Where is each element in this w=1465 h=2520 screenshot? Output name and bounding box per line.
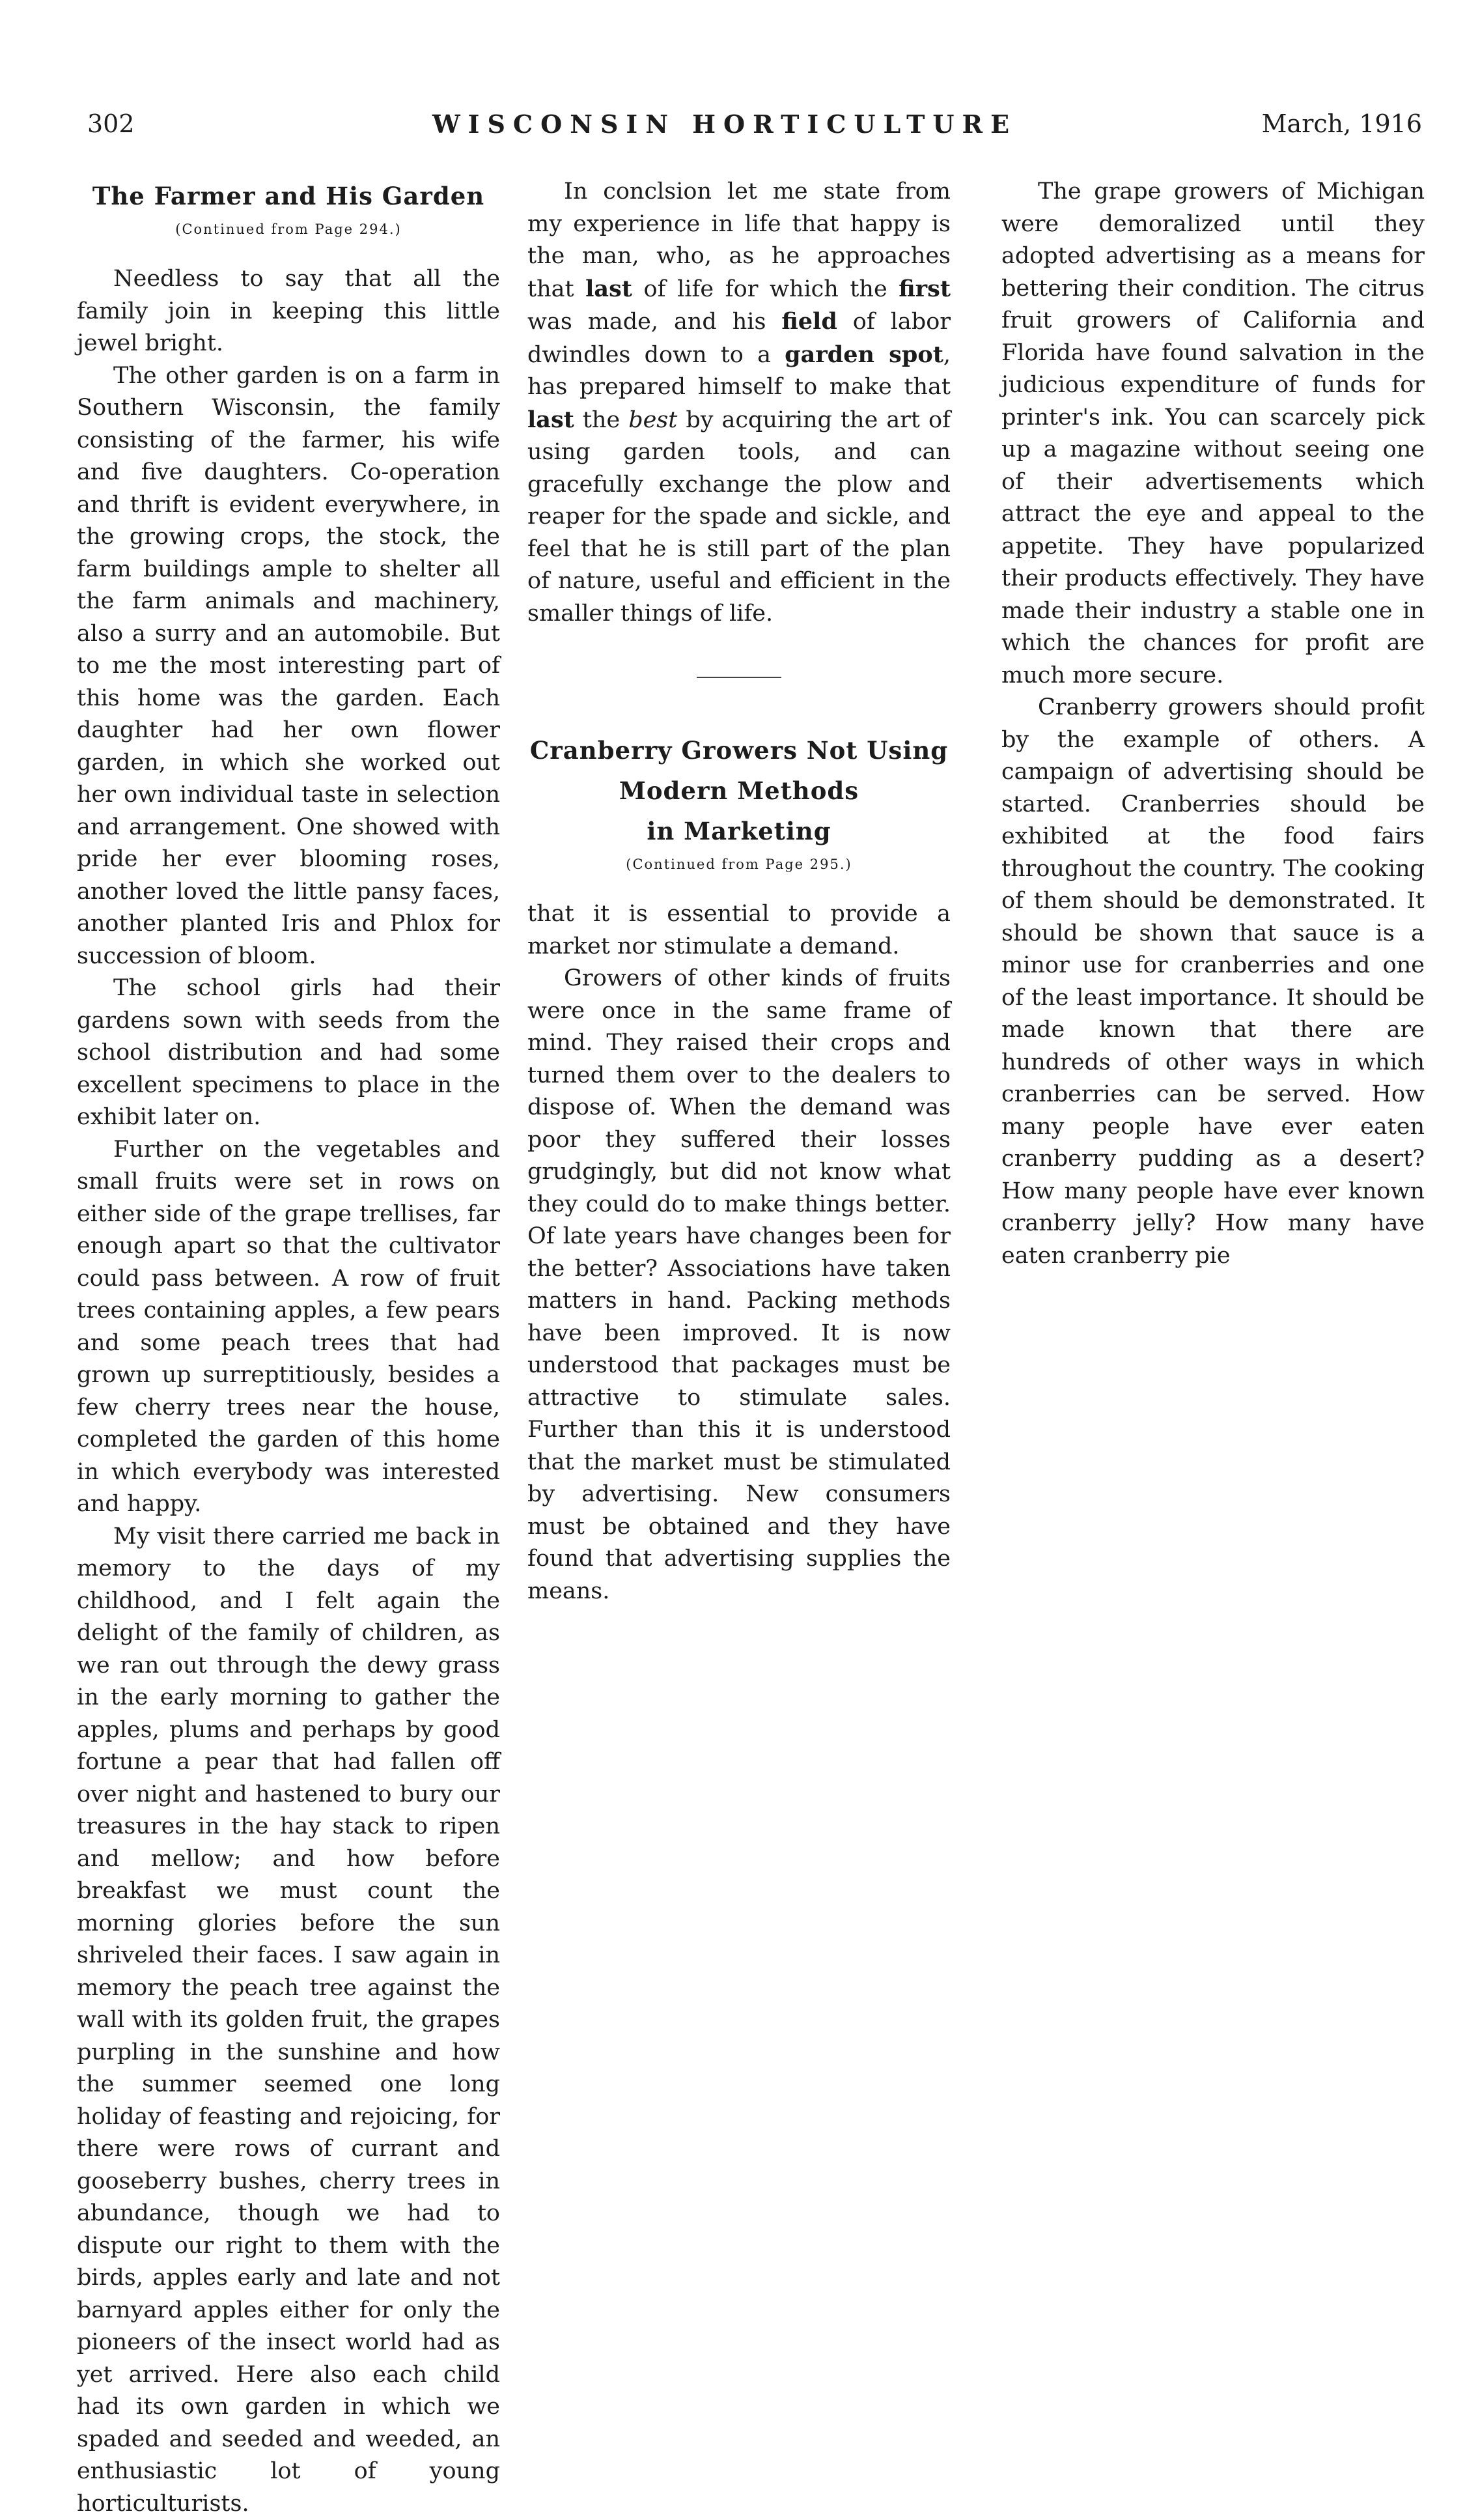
section-divider <box>697 677 781 678</box>
closing-paragraph: In conclsion let me state from my experience in life that happy is the man, who, as he approaches that last of life for which the first was made, and his field of labor dwindles down to a garden spot, has prepared himself to make that last the best by acquiring the art of using garden tools, and can gracefully exchange the plow and reaper for the spade and sickle, and feel that he is still part of the plan of nature, useful and efficient in the smaller things of life. <box>527 176 951 630</box>
article-title: The Farmer and His Garden <box>77 176 500 216</box>
continued-note: (Continued from Page 295.) <box>527 851 951 877</box>
article-paragraph: Needless to say that all the family join in keeping this little jewel bright. <box>77 263 500 360</box>
issue-date: March, 1916 <box>1262 109 1422 138</box>
article-title-line-2: Modern Methods <box>527 771 951 811</box>
column-3 <box>1001 176 1425 1272</box>
column-2 <box>527 176 951 1607</box>
page-header <box>87 109 1422 149</box>
continued-note: (Continued from Page 294.) <box>77 216 500 242</box>
article-paragraph: that it is essential to provide a market nor stimulate a demand. <box>527 898 951 963</box>
page-number: 302 <box>87 109 135 138</box>
article-paragraph: The grape growers of Michigan were demoralized until they adopted advertising as a means for bettering their condition. The citrus fruit growers of California and Florida have found salvation in the judicious expenditure of funds for printer's ink. You can scarcely pick up a magazine without seeing one of their advertisements which attract the eye and appeal to the appetite. They have popularized their products effectively. They have made their industry a stable one in which the chances for profit are much more secure. <box>1001 176 1425 692</box>
article-paragraph: Further on the vegetables and small fruits were set in rows on either side of the grape trellises, far enough apart so that the cultivator could pass between. A row of fruit trees containing apples, a few pears and some peach trees that had grown up surreptitiously, besides a few cherry trees near the house, completed the garden of this home in which everybody was interested and happy. <box>77 1134 500 1521</box>
column-1 <box>77 176 500 2520</box>
article-paragraph: Cranberry growers should profit by the example of others. A campaign of advertising should be started. Cranberries should be exhibited at the food fairs throughout the country. The cooking of them should be demonstrated. It should be shown that sauce is a minor use for cranberries and one of the least importance. It should be made known that there are hundreds of other ways in which cranberries can be served. How many people have ever eaten cranberry pudding as a desert? How many people have ever known cranberry jelly? How many have eaten cranberry pie <box>1001 692 1425 1272</box>
article-title-line-1: Cranberry Growers Not Using <box>527 730 951 771</box>
article-paragraph: My visit there carried me back in memory to the days of my childhood, and I felt again the delight of the family of children, as we ran out through the dewy grass in the early morning to gather the apples, plums and perhaps by good fortune a pear that had fallen off over night and hastened to bury our treasures in the hay stack to ripen and mellow; and how before breakfast we must count the morning glories before the sun shriveled their faces. I saw again in memory the peach tree against the wall with its golden fruit, the grapes purpling in the sunshine and how the summer seemed one long holiday of feasting and rejoicing, for there were rows of currant and gooseberry bushes, cherry trees in abundance, though we had to dispute our right to them with the birds, apples early and late and not barnyard apples either for only the pioneers of the insect world had as yet arrived. Here also each child had its own garden in which we spaded and seeded and weeded, an enthusiastic lot of young horticulturists. <box>77 1521 500 2520</box>
article-paragraph: Growers of other kinds of fruits were once in the same frame of mind. They raised their crops and turned them over to the dealers to dispose of. When the demand was poor they suffered their losses grudgingly, but did not know what they could do to make things better. Of late years have changes been for the better? Associations have taken matters in hand. Packing methods have been improved. It is now understood that packages must be attractive to stimulate sales. Further than this it is understood that the market must be stimulated by advertising. New consumers must be obtained and they have found that advertising supplies the means. <box>527 963 951 1607</box>
article-paragraph: The school girls had their gardens sown with seeds from the school distribution and had some excellent specimens to place in the exhibit later on. <box>77 972 500 1134</box>
article-title-line-3: in Marketing <box>527 811 951 851</box>
journal-title: WISCONSIN HORTICULTURE <box>432 109 1017 139</box>
article-paragraph: The other garden is on a farm in Southern Wisconsin, the family consisting of the farmer, his wife and five daughters. Co-operation and thrift is evident everywhere, in the growing crops, the stock, the farm buildings ample to shelter all the farm animals and machinery, also a surry and an automobile. But to me the most interesting part of this home was the garden. Each daughter had her own flower garden, in which she worked out her own individual taste in selection and arrangement. One showed with pride her ever blooming roses, another loved the little pansy faces, another planted Iris and Phlox for succession of bloom. <box>77 360 500 973</box>
